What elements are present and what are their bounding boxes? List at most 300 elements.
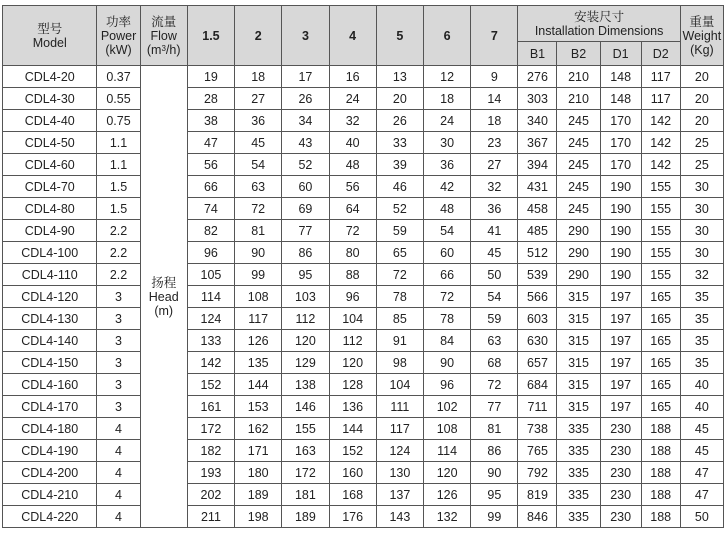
head-value-cell: 39 [376, 154, 423, 176]
dim-d2-cell: 165 [641, 352, 680, 374]
dim-d2-cell: 155 [641, 264, 680, 286]
dim-d1-cell: 197 [600, 396, 641, 418]
head-value-cell: 72 [471, 374, 518, 396]
weight-cell: 25 [680, 132, 723, 154]
dim-d2-cell: 188 [641, 462, 680, 484]
head-value-cell: 111 [376, 396, 423, 418]
head-value-cell: 59 [376, 220, 423, 242]
head-value-cell: 153 [235, 396, 282, 418]
dim-b2-cell: 245 [557, 198, 600, 220]
dim-d2-cell: 155 [641, 176, 680, 198]
dim-d2-cell: 188 [641, 484, 680, 506]
head-value-cell: 72 [376, 264, 423, 286]
head-value-cell: 90 [424, 352, 471, 374]
head-value-cell: 108 [235, 286, 282, 308]
head-value-cell: 161 [187, 396, 234, 418]
power-cell: 0.37 [97, 66, 140, 88]
power-cell: 0.75 [97, 110, 140, 132]
weight-cell: 40 [680, 396, 723, 418]
dim-d2-cell: 165 [641, 330, 680, 352]
table-row [3, 308, 724, 330]
head-value-cell: 19 [187, 66, 234, 88]
head-value-cell: 28 [187, 88, 234, 110]
head-value-cell: 18 [424, 88, 471, 110]
head-value-cell: 14 [471, 88, 518, 110]
dim-d1-cell: 190 [600, 220, 641, 242]
weight-cell: 30 [680, 198, 723, 220]
head-value-cell: 91 [376, 330, 423, 352]
head-value-cell: 36 [235, 110, 282, 132]
head-value-cell: 163 [282, 440, 329, 462]
head-value-cell: 198 [235, 506, 282, 528]
head-value-cell: 142 [187, 352, 234, 374]
head-value-cell: 54 [471, 286, 518, 308]
header-power-en: Power [100, 28, 137, 43]
weight-cell: 45 [680, 440, 723, 462]
header-install-en: Installation Dimensions [534, 23, 664, 38]
head-value-cell: 26 [282, 88, 329, 110]
header-flow-point: 7 [471, 6, 518, 66]
head-value-cell: 81 [235, 220, 282, 242]
weight-cell: 45 [680, 418, 723, 440]
table-row [3, 286, 724, 308]
table-row [3, 352, 724, 374]
header-weight-unit: (Kg) [690, 42, 714, 57]
power-cell: 3 [97, 374, 140, 396]
table-row [3, 220, 724, 242]
weight-cell: 47 [680, 462, 723, 484]
head-value-cell: 23 [471, 132, 518, 154]
weight-cell: 25 [680, 154, 723, 176]
dim-b2-cell: 245 [557, 110, 600, 132]
header-flow-point: 3 [282, 6, 329, 66]
head-value-cell: 152 [187, 374, 234, 396]
head-value-cell: 96 [329, 286, 376, 308]
head-value-cell: 33 [376, 132, 423, 154]
head-value-cell: 26 [376, 110, 423, 132]
dim-b1-cell: 367 [518, 132, 557, 154]
head-value-cell: 72 [329, 220, 376, 242]
head-value-cell: 56 [329, 176, 376, 198]
head-value-cell: 120 [282, 330, 329, 352]
dim-b1-cell: 303 [518, 88, 557, 110]
head-value-cell: 143 [376, 506, 423, 528]
head-value-cell: 17 [282, 66, 329, 88]
power-cell: 3 [97, 286, 140, 308]
head-value-cell: 38 [187, 110, 234, 132]
head-value-cell: 98 [376, 352, 423, 374]
model-cell: CDL4-60 [3, 154, 97, 176]
header-flow-point: 4 [329, 6, 376, 66]
table-row [3, 484, 724, 506]
dim-b1-cell: 630 [518, 330, 557, 352]
dim-d2-cell: 155 [641, 220, 680, 242]
power-cell: 2.2 [97, 242, 140, 264]
dim-b1-cell: 792 [518, 462, 557, 484]
dim-b1-cell: 684 [518, 374, 557, 396]
head-value-cell: 46 [376, 176, 423, 198]
dim-b2-cell: 335 [557, 462, 600, 484]
head-value-cell: 43 [282, 132, 329, 154]
header-flow-point: 2 [235, 6, 282, 66]
head-value-cell: 162 [235, 418, 282, 440]
head-value-cell: 120 [329, 352, 376, 374]
table-row [3, 440, 724, 462]
head-value-cell: 135 [235, 352, 282, 374]
dim-b2-cell: 315 [557, 396, 600, 418]
dim-d2-cell: 188 [641, 506, 680, 528]
power-cell: 3 [97, 308, 140, 330]
dim-b1-cell: 431 [518, 176, 557, 198]
head-value-cell: 66 [424, 264, 471, 286]
dim-b1-cell: 512 [518, 242, 557, 264]
header-flow-point: 6 [424, 6, 471, 66]
dim-b2-cell: 315 [557, 308, 600, 330]
head-value-cell: 168 [329, 484, 376, 506]
head-value-cell: 172 [282, 462, 329, 484]
dim-b1-cell: 539 [518, 264, 557, 286]
table-row [3, 264, 724, 286]
weight-cell: 30 [680, 176, 723, 198]
power-cell: 0.55 [97, 88, 140, 110]
weight-cell: 35 [680, 286, 723, 308]
dim-b1-cell: 711 [518, 396, 557, 418]
head-label-zh: 扬程 [151, 275, 177, 290]
dim-b1-cell: 603 [518, 308, 557, 330]
header-power-unit: (kW) [105, 42, 132, 57]
head-value-cell: 60 [282, 176, 329, 198]
dim-d1-cell: 197 [600, 374, 641, 396]
head-value-cell: 124 [376, 440, 423, 462]
head-value-cell: 171 [235, 440, 282, 462]
power-cell: 1.5 [97, 198, 140, 220]
head-value-cell: 47 [187, 132, 234, 154]
weight-cell: 35 [680, 330, 723, 352]
head-value-cell: 126 [424, 484, 471, 506]
head-value-cell: 32 [471, 176, 518, 198]
table-row [3, 418, 724, 440]
power-cell: 3 [97, 330, 140, 352]
head-value-cell: 84 [424, 330, 471, 352]
power-cell: 1.1 [97, 154, 140, 176]
head-value-cell: 129 [282, 352, 329, 374]
head-value-cell: 27 [235, 88, 282, 110]
weight-cell: 35 [680, 308, 723, 330]
table-row [3, 66, 724, 88]
dim-d1-cell: 197 [600, 308, 641, 330]
header-flow-point: 1.5 [187, 6, 234, 66]
head-value-cell: 65 [376, 242, 423, 264]
header-power [97, 6, 140, 66]
dim-d1-cell: 170 [600, 154, 641, 176]
dim-b1-cell: 846 [518, 506, 557, 528]
head-value-cell: 60 [424, 242, 471, 264]
head-value-cell: 124 [187, 308, 234, 330]
head-value-cell: 132 [424, 506, 471, 528]
head-value-cell: 181 [282, 484, 329, 506]
pump-spec-table [2, 5, 724, 528]
dim-d1-cell: 190 [600, 242, 641, 264]
head-value-cell: 105 [187, 264, 234, 286]
head-value-cell: 114 [424, 440, 471, 462]
head-value-cell: 117 [376, 418, 423, 440]
dim-d1-cell: 230 [600, 506, 641, 528]
head-value-cell: 138 [282, 374, 329, 396]
dim-b2-cell: 315 [557, 374, 600, 396]
dim-d2-cell: 188 [641, 418, 680, 440]
head-value-cell: 144 [329, 418, 376, 440]
model-cell: CDL4-170 [3, 396, 97, 418]
head-value-cell: 77 [471, 396, 518, 418]
dim-d1-cell: 197 [600, 330, 641, 352]
weight-cell: 40 [680, 374, 723, 396]
table-row [3, 154, 724, 176]
dim-b2-cell: 290 [557, 264, 600, 286]
head-value-cell: 69 [282, 198, 329, 220]
power-cell: 4 [97, 484, 140, 506]
head-value-cell: 114 [187, 286, 234, 308]
head-value-cell: 144 [235, 374, 282, 396]
head-value-cell: 180 [235, 462, 282, 484]
head-value-cell: 52 [376, 198, 423, 220]
model-cell: CDL4-20 [3, 66, 97, 88]
head-label-unit: (m) [154, 303, 174, 318]
power-cell: 3 [97, 396, 140, 418]
table-row [3, 110, 724, 132]
model-cell: CDL4-40 [3, 110, 97, 132]
model-cell: CDL4-100 [3, 242, 97, 264]
head-value-cell: 52 [282, 154, 329, 176]
header-flow-point: 5 [376, 6, 423, 66]
head-value-cell: 136 [329, 396, 376, 418]
head-value-cell: 85 [376, 308, 423, 330]
head-value-cell: 45 [471, 242, 518, 264]
head-value-cell: 72 [424, 286, 471, 308]
head-value-cell: 68 [471, 352, 518, 374]
head-value-cell: 112 [282, 308, 329, 330]
head-value-cell: 54 [424, 220, 471, 242]
dim-b2-cell: 335 [557, 418, 600, 440]
head-value-cell: 41 [471, 220, 518, 242]
model-cell: CDL4-90 [3, 220, 97, 242]
dim-b1-cell: 765 [518, 440, 557, 462]
dim-b1-cell: 458 [518, 198, 557, 220]
head-value-cell: 86 [471, 440, 518, 462]
dim-d2-cell: 142 [641, 110, 680, 132]
head-value-cell: 78 [424, 308, 471, 330]
head-value-cell: 80 [329, 242, 376, 264]
model-cell: CDL4-200 [3, 462, 97, 484]
dim-b1-cell: 566 [518, 286, 557, 308]
head-label-en: Head [148, 289, 179, 304]
head-value-cell: 32 [329, 110, 376, 132]
dim-b2-cell: 245 [557, 176, 600, 198]
head-value-cell: 193 [187, 462, 234, 484]
header-flow-en: Flow [150, 28, 177, 43]
head-value-cell: 9 [471, 66, 518, 88]
head-value-cell: 66 [187, 176, 234, 198]
head-value-cell: 78 [376, 286, 423, 308]
head-value-cell: 86 [282, 242, 329, 264]
head-value-cell: 50 [471, 264, 518, 286]
dim-d2-cell: 155 [641, 198, 680, 220]
model-cell: CDL4-150 [3, 352, 97, 374]
table-row [3, 176, 724, 198]
head-value-cell: 81 [471, 418, 518, 440]
head-value-cell: 77 [282, 220, 329, 242]
head-value-cell: 95 [282, 264, 329, 286]
header-power-zh: 功率 [106, 14, 132, 29]
head-value-cell: 155 [282, 418, 329, 440]
dim-b1-cell: 657 [518, 352, 557, 374]
dim-b2-cell: 335 [557, 484, 600, 506]
head-value-cell: 13 [376, 66, 423, 88]
dim-b2-cell: 335 [557, 440, 600, 462]
head-value-cell: 24 [424, 110, 471, 132]
head-value-cell: 95 [471, 484, 518, 506]
dim-d1-cell: 170 [600, 132, 641, 154]
header-install-zh: 安装尺寸 [574, 9, 625, 24]
head-value-cell: 90 [471, 462, 518, 484]
head-value-cell: 120 [424, 462, 471, 484]
header-model-en: Model [32, 35, 67, 50]
model-cell: CDL4-70 [3, 176, 97, 198]
head-value-cell: 63 [235, 176, 282, 198]
head-value-cell: 137 [376, 484, 423, 506]
head-value-cell: 126 [235, 330, 282, 352]
power-cell: 4 [97, 440, 140, 462]
table-header [3, 6, 724, 66]
head-value-cell: 103 [282, 286, 329, 308]
head-value-cell: 20 [376, 88, 423, 110]
model-cell: CDL4-210 [3, 484, 97, 506]
model-cell: CDL4-110 [3, 264, 97, 286]
header-weight-en: Weight [682, 28, 722, 43]
model-cell: CDL4-220 [3, 506, 97, 528]
head-value-cell: 59 [471, 308, 518, 330]
header-model-zh: 型号 [37, 21, 63, 36]
head-value-cell: 99 [235, 264, 282, 286]
header-dim-b1: B1 [518, 42, 557, 66]
head-label-cell [140, 66, 187, 528]
head-value-cell: 56 [187, 154, 234, 176]
dim-b2-cell: 335 [557, 506, 600, 528]
table-row [3, 374, 724, 396]
head-value-cell: 90 [235, 242, 282, 264]
dim-d1-cell: 230 [600, 418, 641, 440]
dim-d1-cell: 230 [600, 484, 641, 506]
dim-d2-cell: 142 [641, 132, 680, 154]
table-row [3, 198, 724, 220]
dim-b2-cell: 315 [557, 330, 600, 352]
dim-d1-cell: 190 [600, 264, 641, 286]
head-value-cell: 48 [329, 154, 376, 176]
header-installation-dimensions [518, 6, 680, 42]
dim-d2-cell: 155 [641, 242, 680, 264]
head-value-cell: 160 [329, 462, 376, 484]
power-cell: 3 [97, 352, 140, 374]
head-value-cell: 36 [424, 154, 471, 176]
dim-b2-cell: 245 [557, 154, 600, 176]
header-weight-zh: 重量 [689, 14, 715, 29]
weight-cell: 47 [680, 484, 723, 506]
head-value-cell: 72 [235, 198, 282, 220]
header-dim-d1: D1 [600, 42, 641, 66]
dim-d2-cell: 117 [641, 88, 680, 110]
dim-b2-cell: 245 [557, 132, 600, 154]
header-dim-d2: D2 [641, 42, 680, 66]
weight-cell: 20 [680, 66, 723, 88]
head-value-cell: 117 [235, 308, 282, 330]
weight-cell: 30 [680, 242, 723, 264]
dim-b1-cell: 738 [518, 418, 557, 440]
head-value-cell: 128 [329, 374, 376, 396]
dim-b1-cell: 394 [518, 154, 557, 176]
head-value-cell: 130 [376, 462, 423, 484]
head-value-cell: 104 [329, 308, 376, 330]
head-value-cell: 88 [329, 264, 376, 286]
head-value-cell: 27 [471, 154, 518, 176]
model-cell: CDL4-80 [3, 198, 97, 220]
head-value-cell: 211 [187, 506, 234, 528]
dim-d2-cell: 165 [641, 396, 680, 418]
head-value-cell: 189 [282, 506, 329, 528]
head-value-cell: 189 [235, 484, 282, 506]
table-row [3, 132, 724, 154]
header-weight [680, 6, 723, 66]
head-value-cell: 18 [235, 66, 282, 88]
power-cell: 1.5 [97, 176, 140, 198]
dim-b2-cell: 315 [557, 286, 600, 308]
model-cell: CDL4-190 [3, 440, 97, 462]
dim-d1-cell: 230 [600, 440, 641, 462]
head-value-cell: 34 [282, 110, 329, 132]
header-flow-unit: $(m^3/h)$ [146, 42, 181, 57]
power-cell: 2.2 [97, 264, 140, 286]
head-value-cell: 108 [424, 418, 471, 440]
head-value-cell: 176 [329, 506, 376, 528]
table-row [3, 396, 724, 418]
dim-d1-cell: 197 [600, 286, 641, 308]
head-value-cell: 74 [187, 198, 234, 220]
dim-b2-cell: 290 [557, 242, 600, 264]
dim-d2-cell: 165 [641, 374, 680, 396]
dim-d1-cell: 197 [600, 352, 641, 374]
table-row [3, 462, 724, 484]
head-value-cell: 40 [329, 132, 376, 154]
weight-cell: 20 [680, 88, 723, 110]
weight-cell: 30 [680, 220, 723, 242]
power-cell: 4 [97, 418, 140, 440]
power-cell: 4 [97, 506, 140, 528]
head-value-cell: 42 [424, 176, 471, 198]
dim-d1-cell: 148 [600, 66, 641, 88]
dim-d2-cell: 142 [641, 154, 680, 176]
power-cell: 1.1 [97, 132, 140, 154]
head-value-cell: 54 [235, 154, 282, 176]
model-cell: CDL4-120 [3, 286, 97, 308]
head-value-cell: 63 [471, 330, 518, 352]
head-value-cell: 48 [424, 198, 471, 220]
table-row [3, 506, 724, 528]
dim-d1-cell: 230 [600, 462, 641, 484]
dim-b2-cell: 315 [557, 352, 600, 374]
dim-b1-cell: 340 [518, 110, 557, 132]
head-value-cell: 202 [187, 484, 234, 506]
header-model [3, 6, 97, 66]
head-value-cell: 172 [187, 418, 234, 440]
model-cell: CDL4-160 [3, 374, 97, 396]
